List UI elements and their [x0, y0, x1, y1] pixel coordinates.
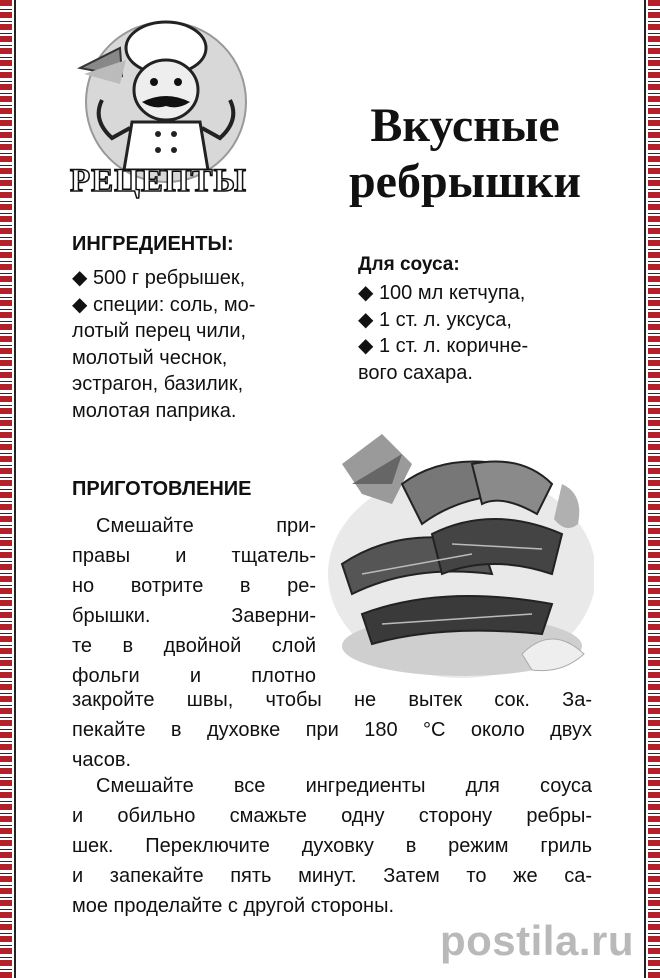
- text-line: часов.: [72, 749, 132, 771]
- title-line: Вкусные: [370, 99, 560, 152]
- logo-text: РЕЦЕПТЫ: [70, 163, 247, 199]
- text-line: закройте швы, чтобы не вытек сок. За-: [72, 689, 592, 711]
- list-item: молотая паприка.: [72, 399, 237, 422]
- text-line: и обильно смажьте одну сторону ребры-: [72, 805, 592, 827]
- text-line: пекайте в духовке при 180 °С около двух: [72, 719, 592, 741]
- text-line: правы и тщатель-: [72, 545, 316, 567]
- text-line: шек. Переключите духовку в режим гриль: [72, 835, 592, 857]
- preparation-paragraph-sauce: [72, 771, 592, 921]
- recipe-title: [330, 98, 600, 210]
- list-item: лотый перец чили,: [72, 320, 247, 342]
- ribs-photo-icon: [322, 424, 594, 682]
- preparation-heading: ПРИГОТОВЛЕНИЕ: [72, 478, 252, 500]
- sauce-heading: Для соуса:: [358, 254, 460, 275]
- list-item: молотый чеснок,: [72, 346, 228, 369]
- preparation-paragraph-narrow: [72, 511, 316, 691]
- border-line-left: [14, 0, 16, 978]
- list-item: ◆ 100 мл кетчупа,: [358, 282, 526, 304]
- list-item: вого сахара.: [358, 361, 473, 384]
- decorative-border-right: [648, 0, 660, 978]
- list-item: ◆ специи: соль, мо-: [72, 293, 256, 316]
- preparation-paragraph-wide: [72, 685, 592, 775]
- text-line: Смешайте все ингредиенты для соуса: [96, 775, 592, 797]
- text-line: мое проделайте с другой стороны.: [72, 895, 395, 917]
- sauce-list: [358, 280, 618, 386]
- text-line: но вотрите в ре-: [72, 575, 316, 597]
- text-line: Смешайте при-: [96, 515, 316, 537]
- list-item: ◆ 500 г ребрышек,: [72, 267, 246, 289]
- text-line: фольги и плотно: [72, 665, 316, 687]
- list-item: эстрагон, базилик,: [72, 373, 244, 395]
- list-item: ◆ 1 ст. л. уксуса,: [358, 308, 512, 331]
- decorative-border-left: [0, 0, 12, 978]
- ingredients-heading: ИНГРЕДИЕНТЫ:: [72, 233, 234, 255]
- text-line: и запекайте пять минут. Затем то же са-: [72, 865, 592, 887]
- list-item: ◆ 1 ст. л. коричне-: [358, 335, 529, 357]
- border-line-right: [644, 0, 646, 978]
- text-line: те в двойной слой: [72, 635, 316, 657]
- title-line: ребрышки: [348, 155, 581, 208]
- text-line: брышки. Заверни-: [72, 605, 316, 627]
- watermark-text: postila.ru: [439, 917, 634, 964]
- ingredients-list: [72, 265, 332, 424]
